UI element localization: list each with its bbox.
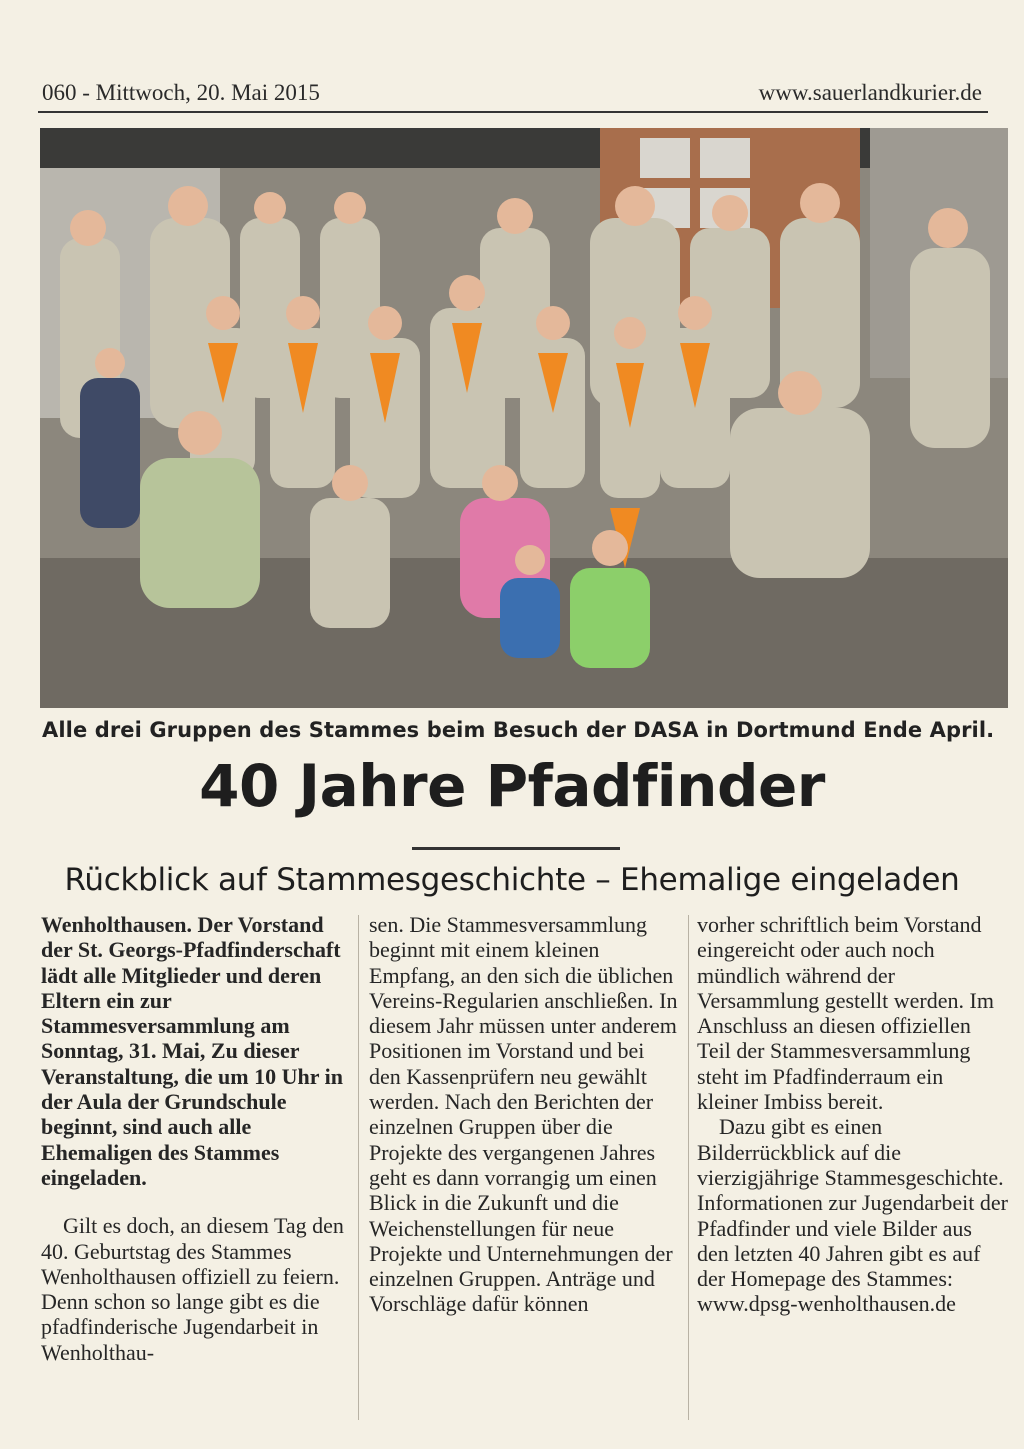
article-paragraph: Dazu gibt es einen Bilderrückblick auf die vierzigjährige Stammesgeschichte. Informationen zur Jugendarbeit der Pfadfinder und viele Bilder aus den letzten 40 Jahren gibt es auf der Homepage des Stammes: www.dpsg-wenholthausen.de: [697, 1114, 1008, 1317]
article-subheadline: Rückblick auf Stammesgeschichte – Ehemalige eingeladen: [64, 862, 960, 898]
article-paragraph: sen. Die Stammesversammlung beginnt mit einem kleinen Empfang, an den sich die üblichen Vereins-Regularien anschließen. In diesem Jahr müssen unter anderem Positionen im Vorstand und bei den Kassenprüfern neu gewählt werden. Nach den Berichten der einzelnen Gruppen über die Projekte des vergangenen Jahres geht es dann vorrangig um einen Blick in die Zukunft und die Weichenstellungen für neue Projekte und Unternehmungen der einzelnen Gruppen. Anträge und Vorschläge dafür können: [369, 912, 678, 1317]
column-divider: [358, 915, 359, 1420]
page-date-header: 060 - Mittwoch, 20. Mai 2015: [42, 80, 320, 105]
column-divider: [688, 915, 689, 1420]
photo-caption: Alle drei Gruppen des Stammes beim Besuch der DASA in Dortmund Ende April.: [42, 718, 995, 742]
article-headline: 40 Jahre Pfadfinder: [199, 752, 825, 820]
website-url-header: www.sauerlandkurier.de: [758, 80, 982, 105]
article-paragraph: Gilt es doch, an diesem Tag den 40. Geburtstag des Stammes Wenholthausen offiziell zu feiern. Denn schon so lange gibt es die pfadfinderische Jugendarbeit in Wenholthau-: [41, 1213, 344, 1365]
header-divider: [38, 111, 988, 113]
group-photo: [40, 128, 1008, 708]
article-column-2: [369, 912, 681, 1317]
article-lead: Wenholthausen. Der Vorstand der St. Georgs-Pfadfinderschaft lädt alle Mitglieder und deren Eltern ein zur Stammesversammlung am Sonntag, 31. Mai, Zu dieser Veranstaltung, die um 10 Uhr in der Aula der Grundschule beginnt, sind auch alle Ehemaligen des Stammes eingeladen.: [41, 912, 343, 1190]
article-column-1: [41, 912, 351, 1365]
group-photo-illustration: [40, 128, 1008, 708]
headline-divider: [412, 847, 620, 850]
article-paragraph: vorher schriftlich beim Vorstand eingereicht oder auch noch mündlich während der Versammlung gestellt werden. Im Anschluss an diesen offiziellen Teil der Stammesversammlung steht im Pfadfinderraum ein kleiner Imbiss bereit.: [697, 912, 994, 1115]
article-column-3: [697, 912, 1009, 1317]
